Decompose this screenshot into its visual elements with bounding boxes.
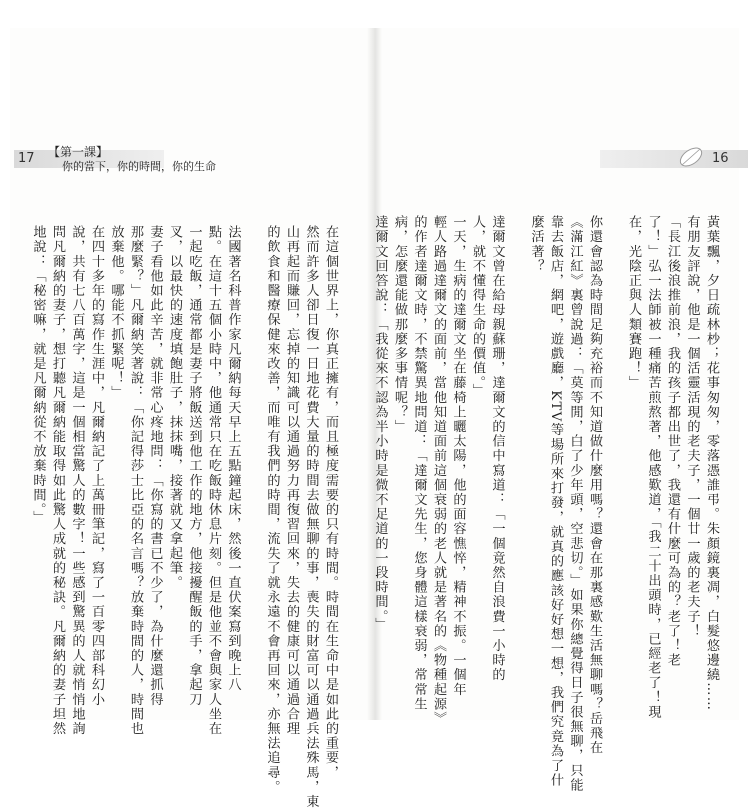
text-line: 「長江後浪推前浪，我的孩子都出世了，我還有什麼可為的？老了！老 [665,215,680,668]
left-page-number: 17 [18,151,35,166]
text-line: 有朋友評說，他是一個活靈活現的老夫子，一個廿一歲的老夫子！ [684,215,700,639]
text-line: 病，怎麼還能做那麼多事情呢？」 [392,215,407,434]
text-line: 然而許多人卻日復一日地花費大量的時間去做無聊的事，喪失的財富可以通過兵法殊馬，東 [303,225,319,809]
left-page-body [30,225,340,809]
text-line: 《滿江紅》裏曾說過：「莫等閒，白了少年頭，空悲切。」如果你總覺得日子很無聊，只能 [567,215,583,793]
text-line: 輕人路過達爾文的面前，當他知道面前這個衰弱的老人就是著名的《物種起源》 [431,215,446,726]
text-line: 在，光陰正與人類賽跑！」 [626,215,641,391]
text-line: 地說：「秘密嘛，就是凡爾納從不放棄時間。」 [30,225,46,525]
text-line [507,215,527,635]
text-line: 靠去飯店，網吧，遊戲廳，KTV等場所來打發，就真的應該好好想一想，我們究竟為了什 [548,215,563,788]
right-page-number: 16 [712,151,729,166]
text-line: 的飲食和醫療保健來改善，而唯有我們的時間，流失了就永遠不會再回來，亦無法追尋。 [264,225,280,795]
text-line: 叉，以最快的速度填飽肚子，抹抹嘴，接著就又拿起筆。 [167,225,182,590]
text-line: 你還會認為時間足夠充裕而不知道做什麼用嗎？還會在那裏感歎生活無聊嗎？岳飛在 [587,215,602,756]
text-line: 山再起而賺回，忘掉的知識可以通過努力再復習回來，失去的健康可以通過合理 [284,225,299,736]
text-line [243,225,263,670]
text-line: 法國著名科普作家凡爾納每天早上五點鐘起床，然後一直伏案寫到晚上八 [225,225,241,693]
text-line: 妻子看他如此辛苦，就非常心疼地問：「你寫的書已不少了，為什麼還抓得 [147,225,163,707]
text-line: 點。在這十五個小時中，他通常只在吃飯時休息片刻。但是他並不會與家人坐在 [206,225,221,736]
text-line: 一天，生病的達爾文坐在藤椅上曬太陽，他的面容憔悴，精神不振。一個年 [450,215,466,697]
text-line: 問凡爾納的妻子，想打聽凡爾納能取得如此驚人成就的秘訣。凡爾納的妻子坦然 [50,225,65,736]
text-line: 的作者達爾文時，不禁驚異地問道：「達爾文先生，您身體這樣衰弱，常常生 [411,215,427,712]
text-line: 那麼緊？」凡爾納笑著說：「你記得莎士比亞的名言嗎？放棄時間的人，時間也 [128,225,143,736]
text-line: 在這個世界上，你真正擁有，而且極度需要的只有時間。時間在生命中是如此的重要， [323,225,338,780]
text-line: 人，就不懂得生命的價值。」 [470,215,485,399]
text-line: 達爾文回答說：「我從來不認為半小時是微不足道的一段時間。」 [372,215,388,632]
text-line: 一起吃飯，通常都是妻子將飯送到他工作的地方，他接擾醒飯的手，拿起刀 [186,225,202,707]
leaf-ornament-icon [676,142,706,172]
chapter-subtitle: 你的當下，你的時間，你的生命 [62,160,216,173]
chapter-label: 【第一課】 [48,145,109,159]
text-line: 黃葉飄，夕日疏林杪；花事匆匆，零落憑誰弔。朱顏鏡裏凋，白髮悠邊繞…… [704,215,719,712]
text-line: 在四十多年的寫作生涯中，凡爾納記了上萬冊筆記，寫了一百零四部科幻小 [89,225,104,707]
text-line: 麼活著？ [528,215,544,274]
text-line: 說，共有七八百萬字，這是一個相當驚人的數字！一些感到驚異的人就悄悄地詢 [69,225,85,736]
right-page-body [372,215,721,793]
text-line: 放棄他。哪能不抓緊呢！」 [108,225,124,401]
text-line: 了！」弘一法師被一種痛苦煎熬著，他感歎道，「我二十出頭時，已經老了！現 [645,215,661,720]
text-line: 達爾文曾在給母親蘇珊，達爾文的信中寫道：「一個竟然自浪費一小時的 [489,215,505,683]
text-line [604,215,624,635]
